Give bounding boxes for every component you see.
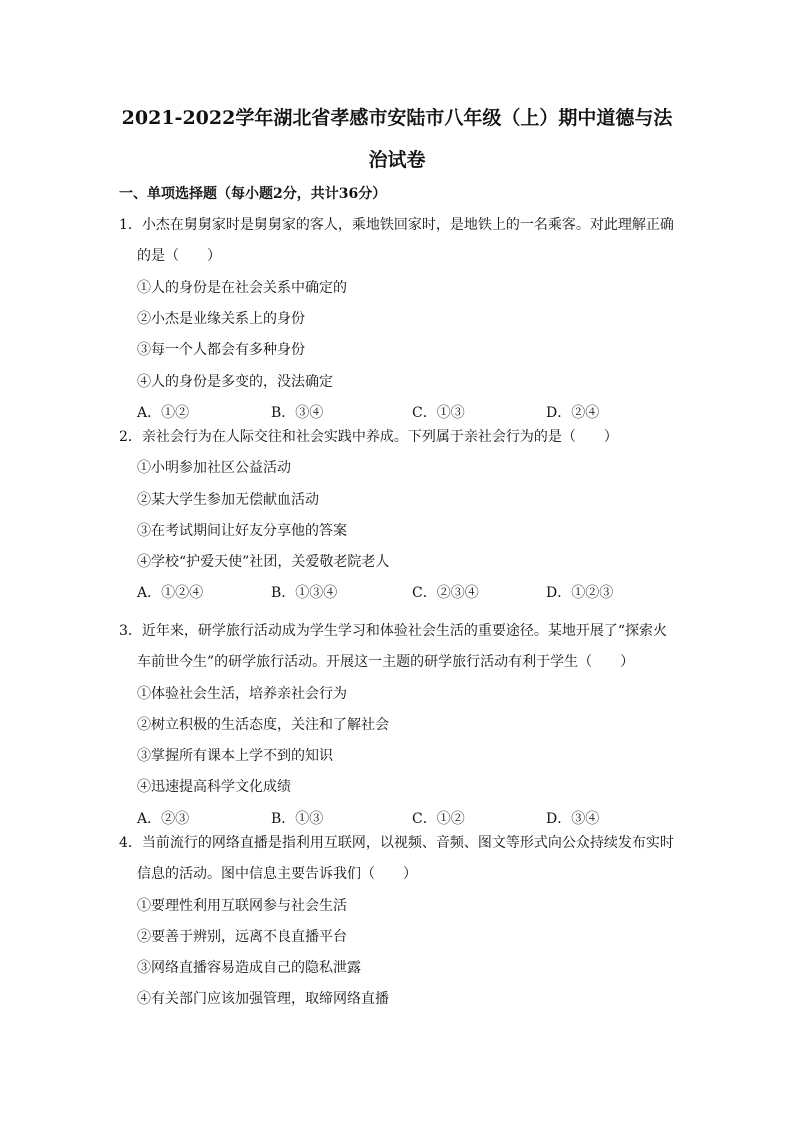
answer-choices bbox=[137, 583, 697, 603]
answer-choice-b: B．①③④ bbox=[271, 585, 338, 601]
answer-choice-c: C．②③④ bbox=[412, 585, 479, 601]
answer-choices bbox=[137, 403, 697, 423]
question-stem-line: 的是（ ） bbox=[137, 248, 221, 264]
exam-title-line-1: 2021-2022学年湖北省孝感市安陆市八年级（上）期中道德与法 bbox=[121, 107, 673, 129]
statement-option: ④有关部门应该加强管理，取缔网络直播 bbox=[137, 991, 389, 1007]
statement-option: ④学校“护爱天使”社团，关爱敬老院老人 bbox=[137, 554, 390, 570]
statement-option: ②某大学生参加无偿献血活动 bbox=[137, 492, 319, 508]
statement-option: ②树立积极的生活态度，关注和了解社会 bbox=[137, 717, 389, 733]
answer-choice-d: D．③④ bbox=[546, 811, 600, 827]
question-stem-line: 车前世今生”的研学旅行活动。开展这一主题的研学旅行活动有利于学生（ ） bbox=[137, 654, 635, 670]
statement-option: ①体验社会生活，培养亲社会行为 bbox=[137, 686, 347, 702]
section-heading: 一、单项选择题（每小题2分，共计36分） bbox=[119, 186, 387, 202]
statement-option: ③掌握所有课本上学不到的知识 bbox=[137, 748, 333, 764]
statement-option: ③网络直播容易造成自己的隐私泄露 bbox=[137, 960, 361, 976]
answer-choice-c: C．①③ bbox=[412, 405, 465, 421]
exam-title-line-2: 治试卷 bbox=[368, 149, 426, 171]
answer-choice-c: C．①② bbox=[412, 811, 465, 827]
answer-choice-a: A．①② bbox=[137, 405, 190, 421]
answer-choice-d: D．①②③ bbox=[546, 585, 614, 601]
statement-option: ②小杰是业缘关系上的身份 bbox=[137, 311, 305, 327]
statement-option: ②要善于辨别，远离不良直播平台 bbox=[137, 929, 347, 945]
question-stem-line: 4．当前流行的网络直播是指利用互联网，以视频、音频、图文等形式向公众持续发布实时 bbox=[119, 835, 674, 851]
question-stem-line: 3．近年来，研学旅行活动成为学生学习和体验社会生活的重要途径。某地开展了“探索火 bbox=[119, 623, 668, 639]
answer-choice-a: A．①②④ bbox=[137, 585, 204, 601]
answer-choice-a: A．②③ bbox=[137, 811, 190, 827]
statement-option: ①小明参加社区公益活动 bbox=[137, 460, 291, 476]
question-stem-line: 信息的活动。图中信息主要告诉我们（ ） bbox=[137, 866, 417, 882]
statement-option: ④人的身份是多变的，没法确定 bbox=[137, 374, 333, 390]
answer-choice-b: B．①③ bbox=[271, 811, 324, 827]
statement-option: ③在考试期间让好友分享他的答案 bbox=[137, 523, 347, 539]
question-stem-line: 2．亲社会行为在人际交往和社会实践中养成。下列属于亲社会行为的是（ ） bbox=[119, 429, 618, 445]
statement-option: ③每一个人都会有多种身份 bbox=[137, 342, 305, 358]
statement-option: ①要理性利用互联网参与社会生活 bbox=[137, 898, 347, 914]
answer-choice-b: B．③④ bbox=[271, 405, 324, 421]
statement-option: ①人的身份是在社会关系中确定的 bbox=[137, 280, 347, 296]
answer-choice-d: D．②④ bbox=[546, 405, 600, 421]
question-stem-line: 1．小杰在舅舅家时是舅舅家的客人，乘地铁回家时，是地铁上的一名乘客。对此理解正确 bbox=[119, 217, 674, 233]
statement-option: ④迅速提高科学文化成绩 bbox=[137, 779, 291, 795]
answer-choices bbox=[137, 809, 697, 829]
